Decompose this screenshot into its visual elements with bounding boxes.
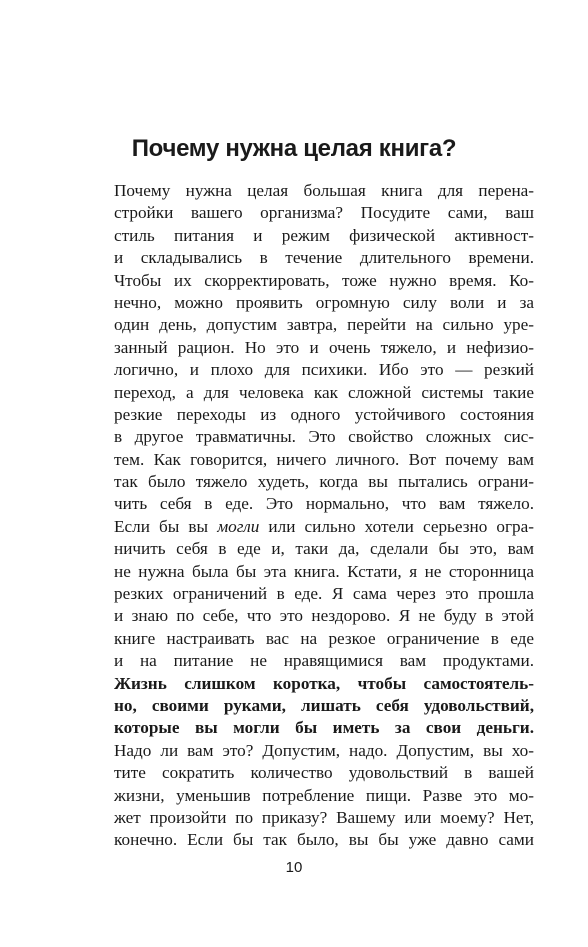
text-line: жизни, уменьшив потребление пищи. Разве это мо- xyxy=(114,785,534,805)
text-line: жет произойти по приказу? Вашему или моему? Нет, xyxy=(114,807,534,827)
text-line: так было тяжело худеть, когда вы пытались ограни- xyxy=(114,472,534,492)
text-line: Надо ли вам это? Допустим, надо. Допустим, вы хо- xyxy=(114,740,534,760)
text-line: Жизнь слишком коротка, чтобы самостоятель- xyxy=(114,673,534,693)
text-line: стиль питания и режим физической активност- xyxy=(114,225,534,245)
text-line: занный рацион. Но это и очень тяжело, и нефизио- xyxy=(114,337,534,357)
text-line: и складывались в течение длительного времени. xyxy=(114,248,534,268)
text-line: переход, а для человека как сложной системы такие xyxy=(114,382,534,402)
text-line: и на питание не нравящимися вам продуктами. xyxy=(114,651,534,671)
text-line: тем. Как говорится, ничего личного. Вот почему вам xyxy=(114,449,534,469)
text-line: Чтобы их скорректировать, тоже нужно время. Ко- xyxy=(114,270,534,290)
text-line: и знаю по себе, что это нездорово. Я не буду в этой xyxy=(114,606,534,626)
text-line: тите сократить количество удовольствий в вашей xyxy=(114,763,534,783)
text-line: нечно, можно проявить огромную силу воли и за xyxy=(114,292,534,312)
text-line: стройки вашего организма? Посудите сами, ваш xyxy=(114,203,534,223)
emphasis: могли xyxy=(217,516,260,536)
text-line: книге настраивать вас на резкое ограничение в еде xyxy=(114,628,534,648)
text-line: не нужна была бы эта книга. Кстати, я не сторонница xyxy=(114,561,534,581)
chapter-heading: Почему нужна целая книга? xyxy=(131,135,457,162)
text-line: но, своими руками, лишать себя удовольствий, xyxy=(114,695,534,715)
text-line: один день, допустим завтра, перейти на сильно уре- xyxy=(114,315,534,335)
text-segment: Если бы вы xyxy=(114,516,218,536)
text-line: конечно. Если бы так было, вы бы уже давно сами xyxy=(114,830,534,850)
text-line: резких ограничений в еде. Я сама через это прошла xyxy=(114,584,534,604)
text-segment: или сильно хотели серьезно огра- xyxy=(259,516,535,536)
text-line: которые вы могли бы иметь за свои деньги. xyxy=(114,718,534,738)
text-line: логично, и плохо для психики. Ибо это — резкий xyxy=(114,360,534,380)
text-line: чить себя в еде. Это нормально, что вам тяжело. xyxy=(114,494,534,514)
text-line xyxy=(114,516,534,538)
text-line: Почему нужна целая большая книга для перена- xyxy=(114,181,534,200)
page-number: 10 xyxy=(285,859,303,876)
body-text xyxy=(114,180,534,852)
text-line: резкие переходы из одного устойчивого состояния xyxy=(114,404,534,424)
text-line: в другое травматичны. Это свойство сложных сис- xyxy=(114,427,534,447)
text-line: ничить себя в еде и, таки да, сделали бы это, вам xyxy=(114,539,534,559)
